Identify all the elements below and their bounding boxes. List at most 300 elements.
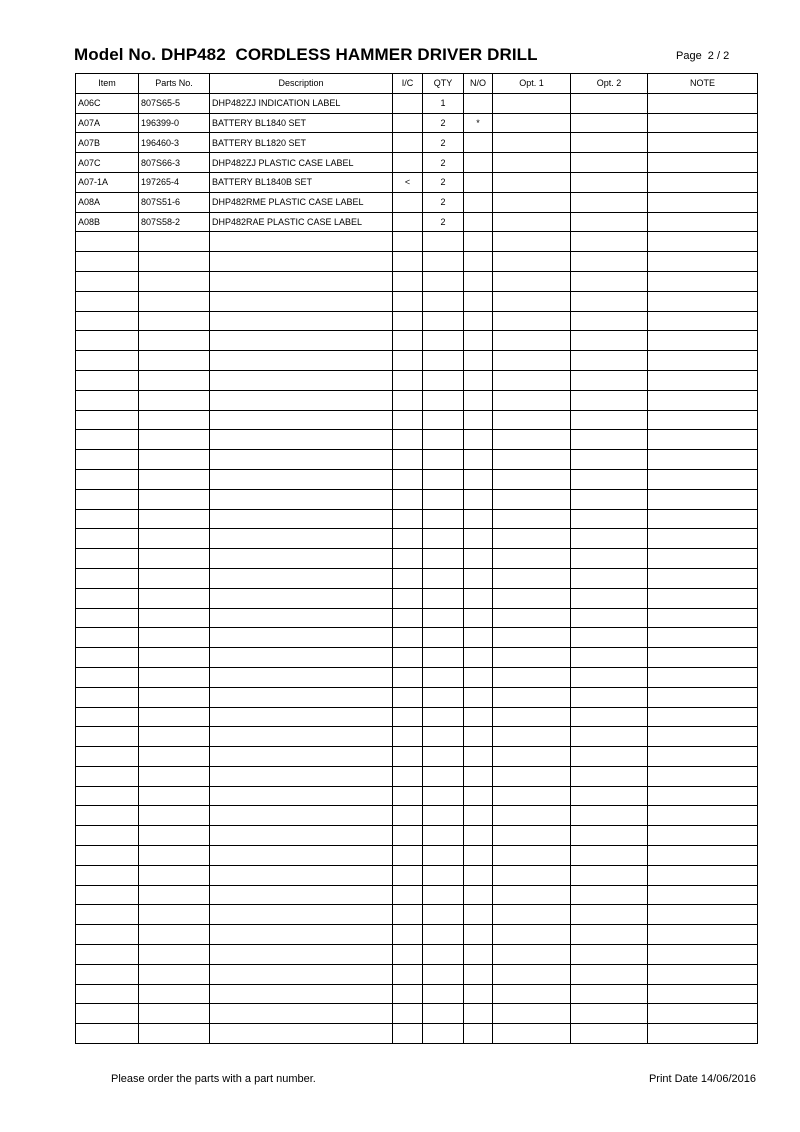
cell-part-number <box>139 271 210 291</box>
cell-no <box>464 846 493 866</box>
cell-opt1 <box>493 608 571 628</box>
cell-ic <box>393 489 423 509</box>
empty-table-row <box>76 271 758 291</box>
cell-description <box>210 925 393 945</box>
cell-opt2 <box>571 648 648 668</box>
cell-opt2 <box>571 865 648 885</box>
cell-item <box>76 667 139 687</box>
cell-no <box>464 964 493 984</box>
cell-opt2 <box>571 430 648 450</box>
cell-description <box>210 410 393 430</box>
cell-qty <box>423 351 464 371</box>
cell-note <box>648 172 758 192</box>
cell-opt1 <box>493 766 571 786</box>
cell-part-number <box>139 291 210 311</box>
cell-note <box>648 766 758 786</box>
cell-item <box>76 964 139 984</box>
footer-order-note: Please order the parts with a part number. <box>111 1073 316 1085</box>
cell-no <box>464 549 493 569</box>
cell-description <box>210 608 393 628</box>
cell-opt2 <box>571 1024 648 1044</box>
cell-ic <box>393 707 423 727</box>
empty-table-row <box>76 786 758 806</box>
cell-no <box>464 153 493 173</box>
cell-opt1 <box>493 945 571 965</box>
cell-opt2 <box>571 786 648 806</box>
empty-table-row <box>76 846 758 866</box>
cell-item <box>76 628 139 648</box>
cell-description <box>210 667 393 687</box>
cell-opt2 <box>571 747 648 767</box>
cell-opt1 <box>493 786 571 806</box>
cell-opt1 <box>493 549 571 569</box>
cell-no <box>464 608 493 628</box>
cell-opt1 <box>493 410 571 430</box>
empty-table-row <box>76 648 758 668</box>
cell-part-number <box>139 667 210 687</box>
cell-qty <box>423 1004 464 1024</box>
cell-ic <box>393 648 423 668</box>
cell-opt1 <box>493 212 571 232</box>
cell-no <box>464 905 493 925</box>
cell-no <box>464 271 493 291</box>
cell-qty <box>423 806 464 826</box>
cell-qty: 2 <box>423 212 464 232</box>
cell-note <box>648 865 758 885</box>
cell-opt2 <box>571 766 648 786</box>
cell-no <box>464 628 493 648</box>
cell-qty <box>423 1024 464 1044</box>
cell-ic <box>393 529 423 549</box>
cell-part-number <box>139 351 210 371</box>
cell-description <box>210 351 393 371</box>
cell-item <box>76 291 139 311</box>
cell-item <box>76 489 139 509</box>
cell-no <box>464 766 493 786</box>
cell-no <box>464 351 493 371</box>
cell-item <box>76 905 139 925</box>
cell-item <box>76 687 139 707</box>
cell-ic <box>393 588 423 608</box>
cell-note <box>648 192 758 212</box>
cell-opt2 <box>571 687 648 707</box>
cell-part-number <box>139 964 210 984</box>
cell-ic <box>393 1024 423 1044</box>
column-header-opt2: Opt. 2 <box>571 74 648 94</box>
cell-ic <box>393 113 423 133</box>
cell-opt2 <box>571 133 648 153</box>
cell-ic <box>393 667 423 687</box>
empty-table-row <box>76 608 758 628</box>
empty-table-row <box>76 628 758 648</box>
cell-opt2 <box>571 311 648 331</box>
cell-opt2 <box>571 945 648 965</box>
cell-part-number <box>139 568 210 588</box>
empty-table-row <box>76 529 758 549</box>
cell-qty <box>423 252 464 272</box>
cell-note <box>648 232 758 252</box>
cell-note <box>648 687 758 707</box>
footer-print-date: Print Date 14/06/2016 <box>648 1073 756 1085</box>
cell-opt1 <box>493 331 571 351</box>
cell-qty: 2 <box>423 133 464 153</box>
column-header-no: N/O <box>464 74 493 94</box>
cell-description <box>210 568 393 588</box>
empty-table-row <box>76 806 758 826</box>
cell-item <box>76 1004 139 1024</box>
cell-note <box>648 806 758 826</box>
cell-qty <box>423 430 464 450</box>
cell-qty <box>423 331 464 351</box>
cell-no <box>464 865 493 885</box>
cell-description: BATTERY BL1820 SET <box>210 133 393 153</box>
cell-item <box>76 608 139 628</box>
cell-ic <box>393 865 423 885</box>
cell-item <box>76 549 139 569</box>
cell-description <box>210 311 393 331</box>
cell-part-number: 807S58-2 <box>139 212 210 232</box>
cell-part-number <box>139 489 210 509</box>
cell-opt1 <box>493 687 571 707</box>
cell-ic <box>393 232 423 252</box>
cell-opt1 <box>493 430 571 450</box>
cell-opt2 <box>571 964 648 984</box>
cell-item: A06C <box>76 93 139 113</box>
cell-description <box>210 687 393 707</box>
cell-description <box>210 885 393 905</box>
cell-opt2 <box>571 509 648 529</box>
empty-table-row <box>76 430 758 450</box>
cell-part-number <box>139 707 210 727</box>
cell-description <box>210 549 393 569</box>
cell-ic <box>393 806 423 826</box>
cell-note <box>648 608 758 628</box>
column-header-qty: QTY <box>423 74 464 94</box>
cell-note <box>648 628 758 648</box>
cell-description <box>210 450 393 470</box>
cell-item <box>76 925 139 945</box>
cell-note <box>648 826 758 846</box>
cell-part-number: 197265-4 <box>139 172 210 192</box>
cell-item <box>76 529 139 549</box>
cell-item <box>76 430 139 450</box>
cell-opt2 <box>571 549 648 569</box>
empty-table-row <box>76 351 758 371</box>
page-number: Page 2 / 2 <box>676 50 730 62</box>
cell-qty <box>423 608 464 628</box>
cell-opt1 <box>493 153 571 173</box>
page-title: Model No. DHP482 CORDLESS HAMMER DRIVER DRILL <box>74 45 538 64</box>
cell-item <box>76 727 139 747</box>
column-header-parts-no: Parts No. <box>139 74 210 94</box>
empty-table-row <box>76 865 758 885</box>
cell-description: DHP482ZJ INDICATION LABEL <box>210 93 393 113</box>
cell-ic <box>393 747 423 767</box>
cell-no <box>464 430 493 450</box>
cell-description <box>210 865 393 885</box>
cell-item <box>76 331 139 351</box>
empty-table-row <box>76 489 758 509</box>
cell-opt1 <box>493 192 571 212</box>
cell-item <box>76 568 139 588</box>
cell-opt2 <box>571 984 648 1004</box>
cell-qty <box>423 232 464 252</box>
cell-note <box>648 1024 758 1044</box>
cell-note <box>648 331 758 351</box>
parts-table <box>75 73 758 1044</box>
cell-no <box>464 410 493 430</box>
cell-ic: < <box>393 172 423 192</box>
empty-table-row <box>76 291 758 311</box>
cell-no: * <box>464 113 493 133</box>
table-row <box>76 113 758 133</box>
cell-description <box>210 529 393 549</box>
cell-ic <box>393 925 423 945</box>
cell-description <box>210 370 393 390</box>
cell-ic <box>393 549 423 569</box>
cell-description <box>210 331 393 351</box>
table-row <box>76 133 758 153</box>
cell-opt2 <box>571 588 648 608</box>
cell-opt2 <box>571 806 648 826</box>
cell-opt2 <box>571 925 648 945</box>
cell-no <box>464 1024 493 1044</box>
empty-table-row <box>76 687 758 707</box>
cell-ic <box>393 727 423 747</box>
cell-description <box>210 1024 393 1044</box>
cell-part-number <box>139 390 210 410</box>
cell-note <box>648 271 758 291</box>
cell-item <box>76 232 139 252</box>
cell-item: A07C <box>76 153 139 173</box>
cell-item <box>76 588 139 608</box>
cell-opt2 <box>571 93 648 113</box>
parts-table-body <box>76 93 758 1043</box>
empty-table-row <box>76 588 758 608</box>
cell-item <box>76 766 139 786</box>
cell-part-number <box>139 232 210 252</box>
cell-qty: 2 <box>423 113 464 133</box>
cell-qty <box>423 410 464 430</box>
cell-opt2 <box>571 885 648 905</box>
cell-opt1 <box>493 172 571 192</box>
cell-note <box>648 945 758 965</box>
cell-part-number <box>139 806 210 826</box>
cell-part-number <box>139 608 210 628</box>
cell-item <box>76 509 139 529</box>
cell-qty <box>423 826 464 846</box>
cell-part-number <box>139 628 210 648</box>
cell-opt2 <box>571 351 648 371</box>
table-row <box>76 212 758 232</box>
empty-table-row <box>76 667 758 687</box>
cell-description: DHP482ZJ PLASTIC CASE LABEL <box>210 153 393 173</box>
cell-qty: 2 <box>423 153 464 173</box>
empty-table-row <box>76 311 758 331</box>
cell-qty <box>423 370 464 390</box>
cell-part-number <box>139 1004 210 1024</box>
cell-ic <box>393 945 423 965</box>
cell-ic <box>393 608 423 628</box>
cell-ic <box>393 192 423 212</box>
cell-no <box>464 727 493 747</box>
cell-no <box>464 687 493 707</box>
cell-ic <box>393 351 423 371</box>
cell-qty <box>423 489 464 509</box>
cell-ic <box>393 469 423 489</box>
cell-description <box>210 707 393 727</box>
cell-opt2 <box>571 153 648 173</box>
cell-description <box>210 984 393 1004</box>
cell-note <box>648 430 758 450</box>
cell-description <box>210 945 393 965</box>
cell-note <box>648 846 758 866</box>
cell-opt1 <box>493 232 571 252</box>
cell-no <box>464 469 493 489</box>
cell-no <box>464 390 493 410</box>
cell-ic <box>393 153 423 173</box>
cell-opt2 <box>571 568 648 588</box>
cell-opt1 <box>493 648 571 668</box>
cell-item: A07A <box>76 113 139 133</box>
cell-opt2 <box>571 370 648 390</box>
cell-opt1 <box>493 727 571 747</box>
cell-item <box>76 271 139 291</box>
cell-qty <box>423 291 464 311</box>
cell-note <box>648 390 758 410</box>
cell-qty <box>423 667 464 687</box>
cell-description <box>210 509 393 529</box>
cell-item <box>76 390 139 410</box>
cell-opt1 <box>493 529 571 549</box>
cell-note <box>648 905 758 925</box>
cell-ic <box>393 628 423 648</box>
cell-qty <box>423 568 464 588</box>
cell-description <box>210 766 393 786</box>
cell-no <box>464 489 493 509</box>
cell-qty <box>423 747 464 767</box>
cell-ic <box>393 450 423 470</box>
cell-ic <box>393 846 423 866</box>
cell-opt1 <box>493 1024 571 1044</box>
cell-ic <box>393 410 423 430</box>
cell-opt2 <box>571 727 648 747</box>
cell-item <box>76 370 139 390</box>
cell-opt1 <box>493 964 571 984</box>
cell-note <box>648 667 758 687</box>
cell-part-number <box>139 1024 210 1044</box>
cell-description <box>210 232 393 252</box>
cell-qty <box>423 964 464 984</box>
cell-ic <box>393 291 423 311</box>
cell-note <box>648 370 758 390</box>
cell-ic <box>393 390 423 410</box>
cell-opt2 <box>571 172 648 192</box>
cell-note <box>648 648 758 668</box>
cell-opt2 <box>571 212 648 232</box>
cell-qty <box>423 390 464 410</box>
cell-no <box>464 192 493 212</box>
cell-description <box>210 964 393 984</box>
cell-no <box>464 291 493 311</box>
cell-note <box>648 568 758 588</box>
cell-note <box>648 984 758 1004</box>
cell-opt2 <box>571 192 648 212</box>
cell-description <box>210 469 393 489</box>
cell-qty: 2 <box>423 192 464 212</box>
cell-opt1 <box>493 351 571 371</box>
cell-opt2 <box>571 450 648 470</box>
empty-table-row <box>76 509 758 529</box>
cell-qty <box>423 865 464 885</box>
cell-opt1 <box>493 113 571 133</box>
cell-note <box>648 964 758 984</box>
cell-opt2 <box>571 846 648 866</box>
cell-qty <box>423 905 464 925</box>
cell-opt2 <box>571 905 648 925</box>
cell-opt1 <box>493 469 571 489</box>
cell-part-number <box>139 509 210 529</box>
cell-no <box>464 1004 493 1024</box>
cell-opt2 <box>571 390 648 410</box>
cell-part-number <box>139 786 210 806</box>
cell-part-number: 807S65-5 <box>139 93 210 113</box>
cell-ic <box>393 1004 423 1024</box>
cell-opt2 <box>571 232 648 252</box>
cell-description <box>210 291 393 311</box>
cell-qty <box>423 727 464 747</box>
table-row <box>76 93 758 113</box>
empty-table-row <box>76 450 758 470</box>
cell-qty: 1 <box>423 93 464 113</box>
empty-table-row <box>76 707 758 727</box>
column-header-ic: I/C <box>393 74 423 94</box>
cell-opt1 <box>493 885 571 905</box>
cell-part-number <box>139 727 210 747</box>
cell-opt2 <box>571 113 648 133</box>
cell-description: DHP482RME PLASTIC CASE LABEL <box>210 192 393 212</box>
cell-note <box>648 291 758 311</box>
cell-qty: 2 <box>423 172 464 192</box>
cell-qty <box>423 648 464 668</box>
cell-item <box>76 984 139 1004</box>
cell-description <box>210 489 393 509</box>
cell-opt1 <box>493 806 571 826</box>
cell-qty <box>423 687 464 707</box>
cell-no <box>464 925 493 945</box>
empty-table-row <box>76 826 758 846</box>
cell-note <box>648 925 758 945</box>
cell-part-number <box>139 747 210 767</box>
cell-opt2 <box>571 707 648 727</box>
cell-ic <box>393 687 423 707</box>
cell-part-number: 807S51-6 <box>139 192 210 212</box>
cell-description <box>210 727 393 747</box>
cell-part-number <box>139 846 210 866</box>
cell-opt2 <box>571 489 648 509</box>
cell-ic <box>393 331 423 351</box>
cell-part-number <box>139 252 210 272</box>
cell-note <box>648 529 758 549</box>
cell-note <box>648 469 758 489</box>
cell-qty <box>423 450 464 470</box>
cell-no <box>464 945 493 965</box>
cell-no <box>464 984 493 1004</box>
cell-opt1 <box>493 628 571 648</box>
cell-no <box>464 826 493 846</box>
cell-opt1 <box>493 984 571 1004</box>
cell-qty <box>423 786 464 806</box>
